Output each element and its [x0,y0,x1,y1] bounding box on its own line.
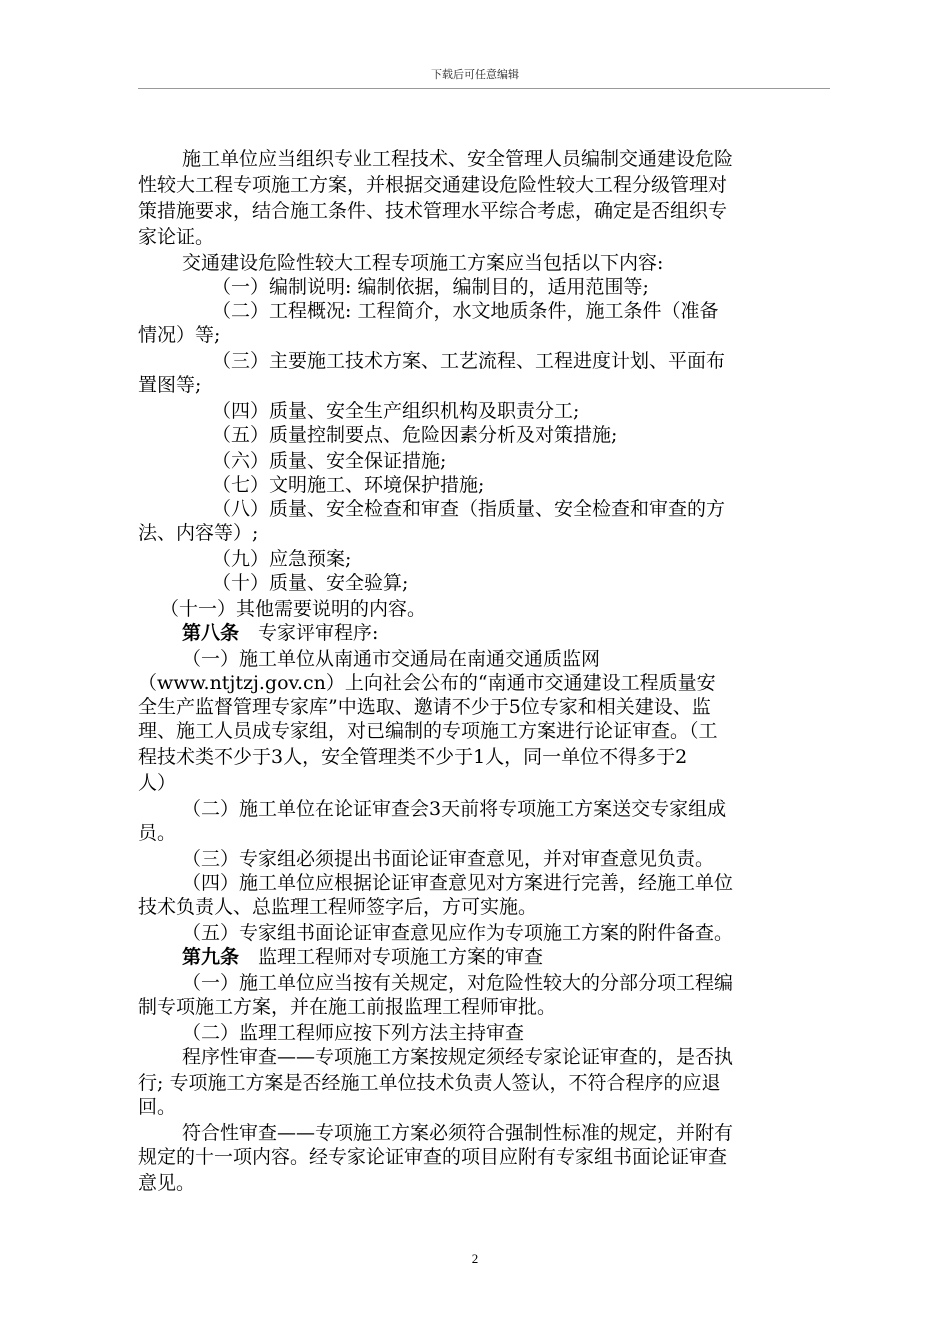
body-line: 交通建设危险性较大工程专项施工方案应当包括以下内容: [182,252,664,274]
article-heading [182,620,378,646]
list-item: （九）应急预案; [212,548,352,570]
body-line: 全生产监督管理专家库”中选取、邀请不少于5位专家和相关建设、监 [138,696,711,718]
article-number: 第八条 [182,622,240,644]
body-line: 家论证。 [138,226,215,248]
article-title: 监理工程师对专项施工方案的审查 [239,946,544,968]
page-number: 2 [471,1251,479,1266]
article-title: 专家评审程序: [239,622,379,644]
list-item: （六）质量、安全保证措施; [212,450,447,472]
body-line: 策措施要求，结合施工条件、技术管理水平综合考虑，确定是否组织专 [138,200,728,222]
body-line: 施工单位应当组织专业工程技术、安全管理人员编制交通建设危险 [182,148,734,170]
list-item: （一）编制说明: 编制依据，编制目的，适用范围等; [212,276,649,298]
list-item: （二）工程概况: 工程简介，水文地质条件，施工条件（准备 [212,300,719,322]
list-item-continuation: 制专项施工方案，并在施工前报监理工程师审批。 [138,996,557,1018]
list-item: （十）质量、安全验算; [212,572,409,594]
body-line: 人） [138,772,177,794]
list-item-continuation: 员。 [138,822,177,844]
list-item: （五）质量控制要点、危险因素分析及对策措施; [212,424,618,446]
page-header: 下载后可任意编辑 [431,68,519,81]
list-item: （二）监理工程师应按下列方法主持审查 [182,1022,525,1044]
list-item-continuation: 置图等; [138,374,202,396]
list-item: （五）专家组书面论证审查意见应作为专项施工方案的附件备查。 [182,922,734,944]
body-line: 意见。 [138,1172,196,1194]
body-line: 性较大工程专项施工方案，并根据交通建设危险性较大工程分级管理对 [138,174,728,196]
list-item: （三）专家组必须提出书面论证审查意见，并对审查意见负责。 [182,848,715,870]
article-number: 第九条 [182,946,240,968]
body-line: （www.ntjtzj.gov.cn）上向社会公布的“南通市交通建设工程质量安 [138,672,716,694]
list-item: （四）施工单位应根据论证审查意见对方案进行完善，经施工单位 [182,872,734,894]
body-line: 行; 专项施工方案是否经施工单位技术负责人签认，不符合程序的应退 [138,1072,721,1094]
body-line: 程序性审查——专项施工方案按规定须经专家论证审查的，是否执 [182,1046,734,1068]
list-item: （七）文明施工、环境保护措施; [212,474,485,496]
body-line: 符合性审查——专项施工方案必须符合强制性标准的规定，并附有 [182,1122,734,1144]
list-item: （三）主要施工技术方案、工艺流程、工程进度计划、平面布 [212,350,726,372]
list-item-continuation: 法、内容等）; [138,522,259,544]
list-item: （八）质量、安全检查和审查（指质量、安全检查和审查的方 [212,498,726,520]
article-heading [182,944,543,970]
list-item: （一）施工单位从南通市交通局在南通交通质监网 [182,648,601,670]
body-line: 回。 [138,1096,177,1118]
body-line: 理、施工人员成专家组，对已编制的专项施工方案进行论证审查。（工 [138,720,718,742]
list-item: （十一）其他需要说明的内容。 [160,598,427,620]
body-line: 程技术类不少于3人，安全管理类不少于1人，同一单位不得多于2 [138,746,688,768]
list-item: （四）质量、安全生产组织机构及职责分工; [212,400,580,422]
list-item-continuation: 情况）等; [138,324,221,346]
header-divider [138,88,830,89]
list-item-continuation: 技术负责人、总监理工程师签字后，方可实施。 [138,896,538,918]
list-item: （一）施工单位应当按有关规定，对危险性较大的分部分项工程编 [182,972,734,994]
list-item: （二）施工单位在论证审查会3天前将专项施工方案送交专家组成 [182,798,727,820]
body-line: 规定的十一项内容。经专家论证审查的项目应附有专家组书面论证审查 [138,1146,728,1168]
